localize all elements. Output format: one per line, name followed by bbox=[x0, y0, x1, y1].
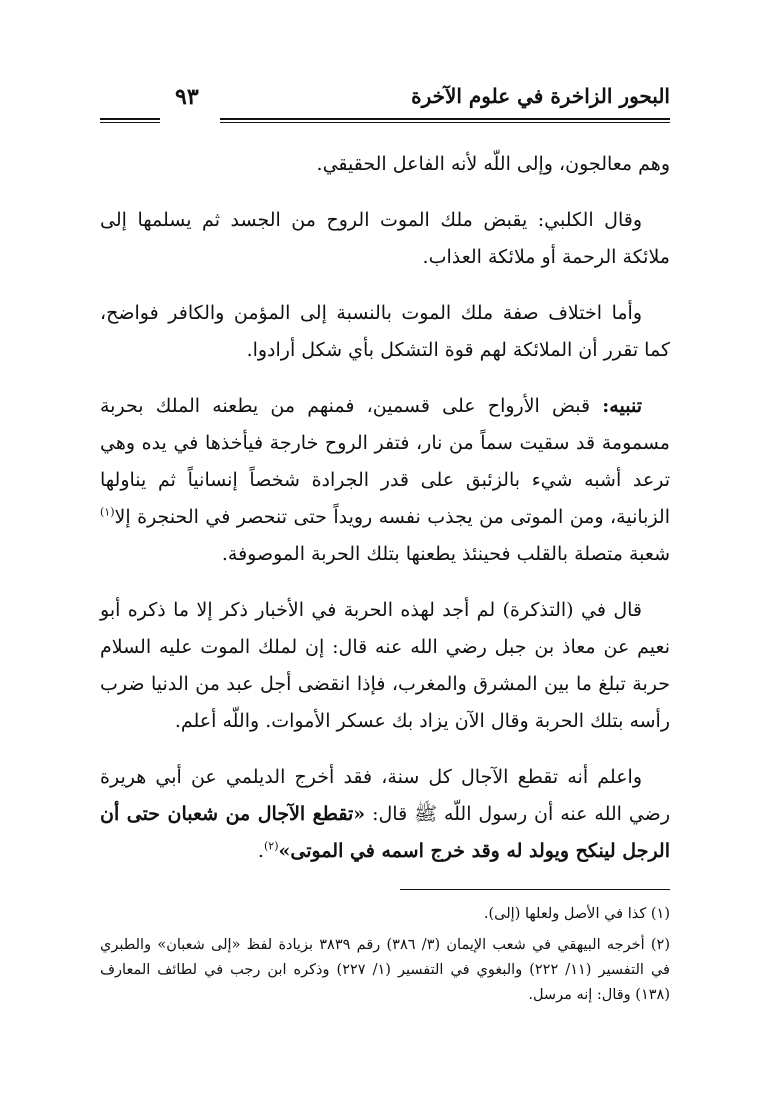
paragraph-2: وقال الكلبي: يقبض ملك الموت الروح من الجسد ثم يسلمها إلى ملائكة الرحمة أو ملائكة العذاب. bbox=[100, 209, 670, 268]
note-label: تنبيه: bbox=[602, 395, 642, 417]
header-rule-right bbox=[220, 118, 670, 123]
footnote-2: (٢) أخرجه البيهقي في شعب الإيمان (٣/ ٣٨٦) رقم ٣٨٣٩ بزيادة لفظ «إلى شعبان» والطبري في التفسير (١١/ ٢٢٢) والبغوي في التفسير (١/ ٢٢٧) وذكره ابن رجب في لطائف المعارف (١٣٨) وقال: إنه مرسل. bbox=[100, 937, 670, 1003]
footnote-ref-2: (٢) bbox=[263, 839, 279, 853]
paragraph-6: واعلم أنه تقطع الآجال كل سنة، فقد أخرج الديلمي عن أبي هريرة رضي الله عنه أن رسول اللّه ﷺ قال: «تقطع الآجال من شعبان حتى أن الرجل لينكح ويولد له وقد خرج اسمه في الموتى»$^{(٢)}$. bbox=[100, 766, 670, 862]
paragraph-3: وأما اختلاف صفة ملك الموت بالنسبة إلى المؤمن والكافر فواضح، كما تقرر أن الملائكة لهم قوة التشكل بأي شكل أرادوا. bbox=[100, 302, 670, 361]
footnote-ref-1: (١) bbox=[100, 505, 115, 519]
paragraph-5: قال في (التذكرة) لم أجد لهذه الحربة في الأخبار ذكر إلا ما ذكره أبو نعيم عن معاذ بن جبل رضي الله عنه قال: إن لملك الموت عليه السلام حربة تبلغ ما بين المشرق والمغرب، فإذا انقضى أجل عبد من الدنيا ضرب رأسه بتلك الحربة وقال الآن يزاد بك عسكر الأموات. واللّه أعلم. bbox=[100, 599, 670, 732]
paragraph-1: وهم معالجون، وإلى اللّه لأنه الفاعل الحقيقي. bbox=[316, 153, 670, 175]
paragraph-4: تنبيه: قبض الأرواح على قسمين، فمنهم من يطعنه الملك بحربة مسمومة قد سقيت سماً من نار، فتفر الروح خارجة فيأخذها في يده وهي ترعد أشبه شيء بالزئبق على قدر الجرادة شخصاً إنسانياً ثم يناولها الزبانية، ومن الموتى من يجذب نفسه رويداً حتى تنحصر في الحنجرة إلا$^{(١)}$ شعبة متصلة بالقلب فحينئذ يطعنها بتلك الحربة الموصوفة. bbox=[100, 395, 670, 565]
book-title: البحور الزاخرة في علوم الآخرة bbox=[411, 84, 670, 108]
footnote-separator bbox=[400, 889, 670, 890]
main-text bbox=[100, 146, 670, 889]
running-header bbox=[100, 84, 670, 130]
footnotes bbox=[100, 902, 670, 1014]
footnote-1: (١) كذا في الأصل ولعلها (إلى). bbox=[483, 906, 670, 922]
page-number: ٩٣ bbox=[175, 84, 199, 110]
hadith-quote: «تقطع الآجال من شعبان حتى أن الرجل لينكح ويولد له وقد خرج اسمه في الموتى» bbox=[100, 803, 670, 862]
header-rule-left bbox=[100, 118, 160, 123]
